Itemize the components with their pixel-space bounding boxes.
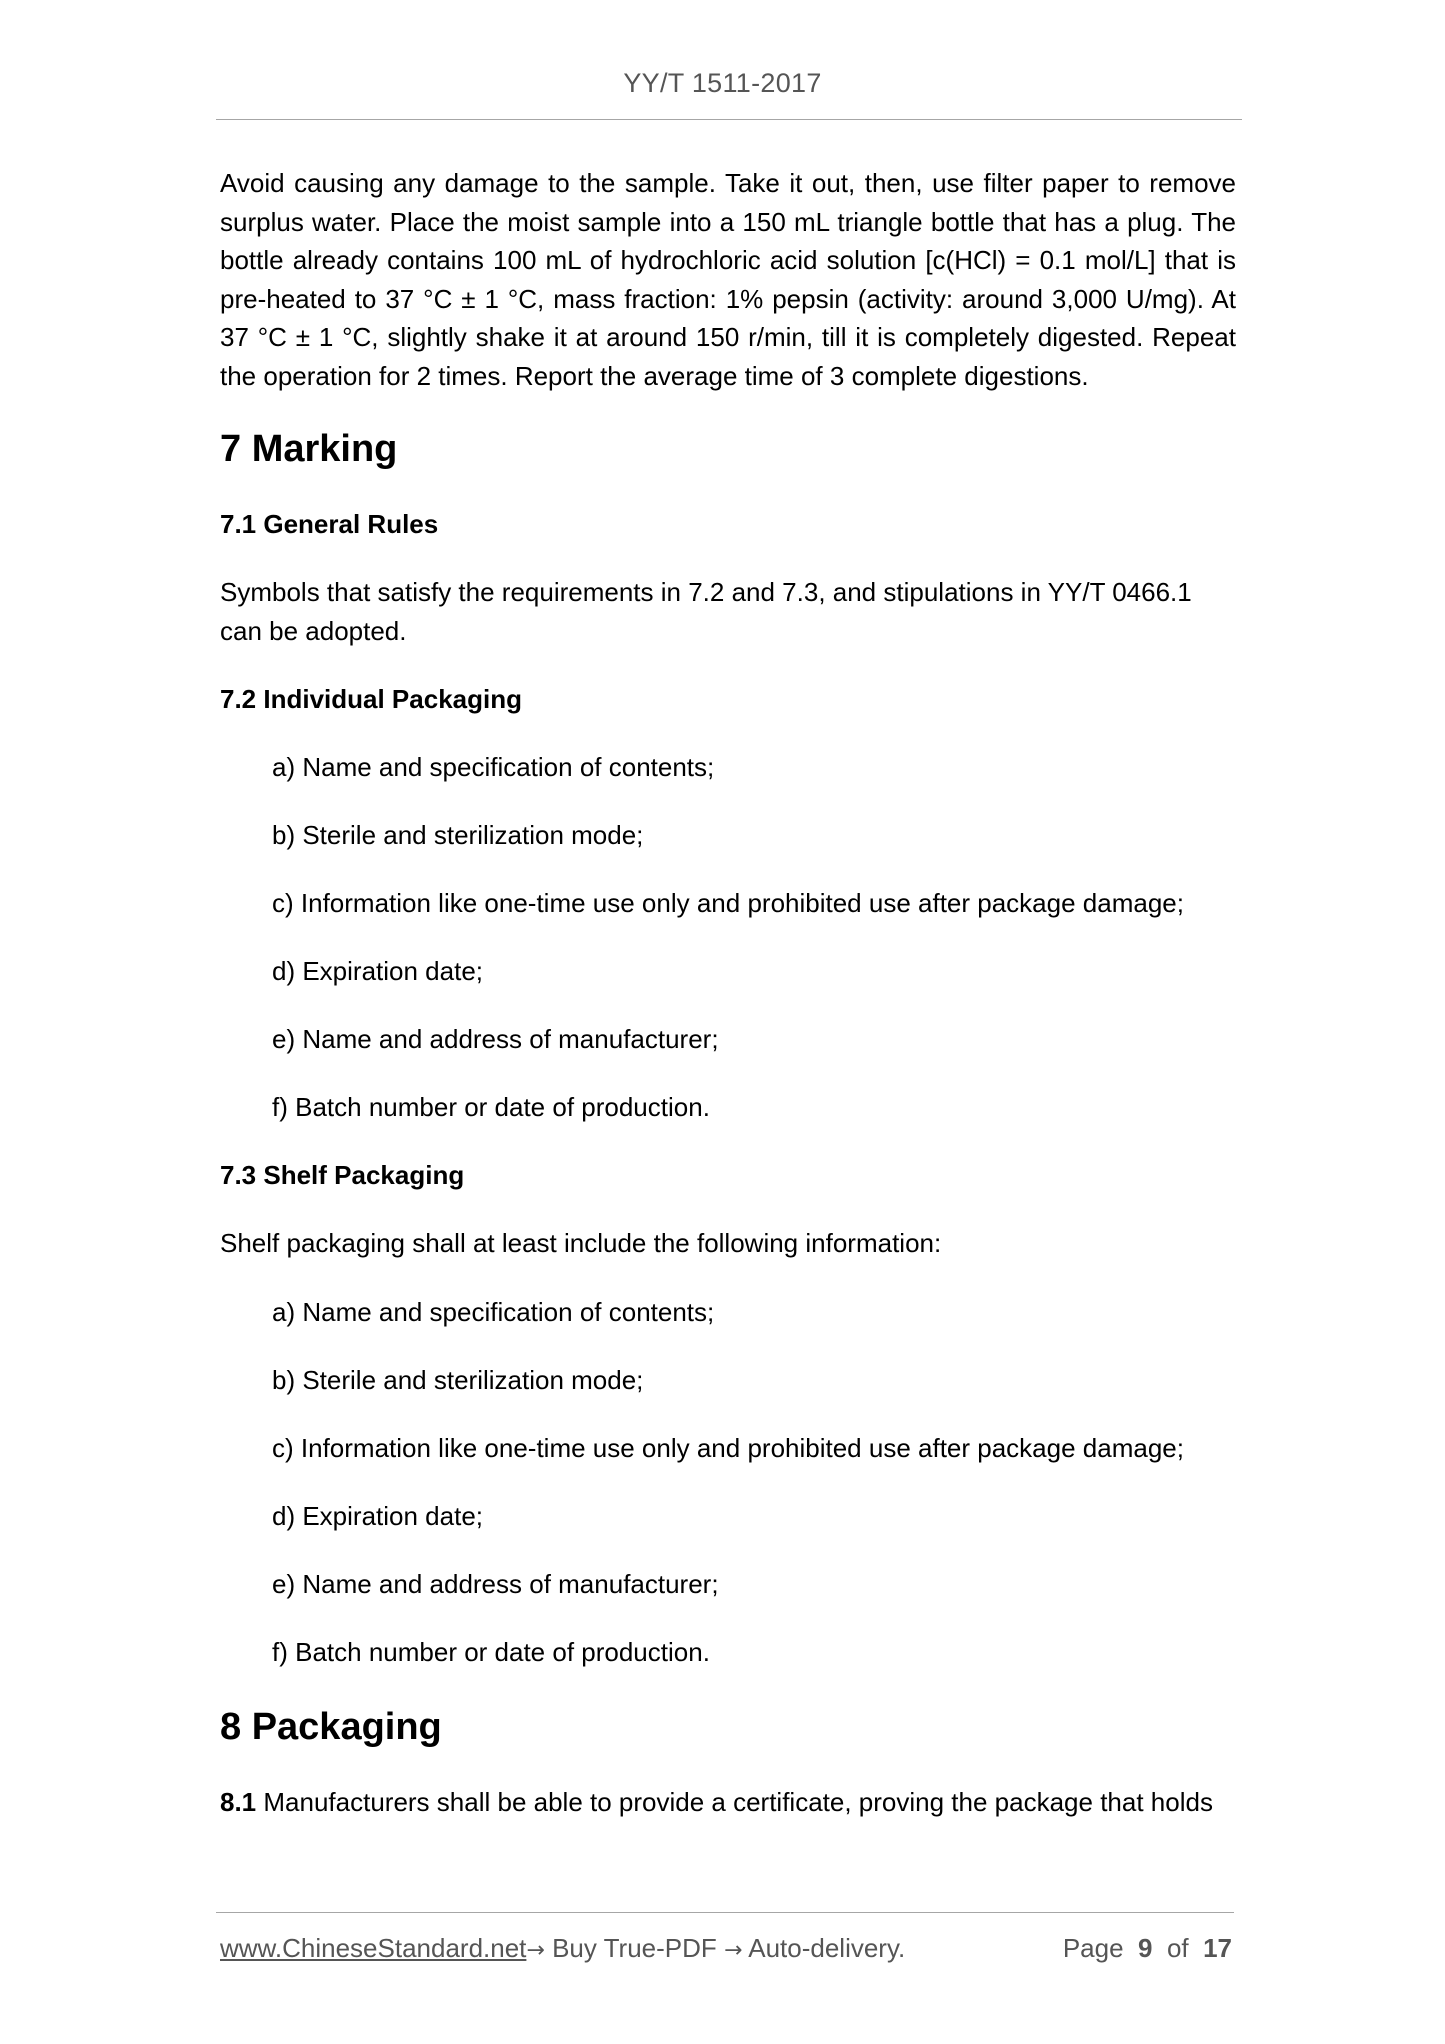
- section-7-3-heading: 7.3 Shelf Packaging: [220, 1160, 465, 1190]
- section-7-3-text: Shelf packaging shall at least include the following information:: [220, 1228, 942, 1258]
- header-divider: [216, 119, 1242, 120]
- section-7-1-text: Symbols that satisfy the requirements in 7.2 and 7.3, and stipulations in YY/T 0466.1 can be adopted.: [220, 577, 1192, 646]
- section-7-3-item-e: e) Name and address of manufacturer;: [272, 1568, 719, 1599]
- header-title: YY/T 1511-2017: [623, 68, 822, 98]
- section-7-3-item-a: a) Name and specification of contents;: [272, 1296, 715, 1327]
- footer-divider: [216, 1912, 1234, 1913]
- section-7-3-item-f: f) Batch number or date of production.: [272, 1636, 710, 1667]
- section-8-1-paragraph: [220, 1783, 1236, 1822]
- section-7-2-item-b: b) Sterile and sterilization mode;: [272, 820, 644, 850]
- footer-delivery-text: Auto-delivery.: [742, 1933, 906, 1963]
- section-7-2-item-c: c) Information like one-time use only and prohibited use after package damage;: [272, 888, 1184, 918]
- main-content: [220, 164, 1236, 1821]
- page-number: [1063, 1930, 1232, 1966]
- page-label: Page: [1062, 1933, 1124, 1963]
- section-7-2-item-d: d) Expiration date;: [272, 956, 484, 986]
- page-of: of: [1166, 1933, 1189, 1963]
- page-footer: [220, 1930, 1232, 1969]
- footer-buy-text: Buy True-PDF: [544, 1933, 724, 1963]
- section-8-heading: 8 Packaging: [220, 1705, 442, 1748]
- section-7-heading: 7 Marking: [220, 428, 398, 470]
- section-7-2-heading: 7.2 Individual Packaging: [220, 684, 522, 714]
- page-current: 9: [1138, 1933, 1153, 1963]
- clause-text: Manufacturers shall be able to provide a certificate, proving the package that holds: [256, 1786, 1213, 1817]
- arrow-right-icon: →: [526, 1938, 545, 1963]
- section-7-3-item-c: c) Information like one-time use only and prohibited use after package damage;: [272, 1432, 1184, 1463]
- website-link[interactable]: www.ChineseStandard.net: [220, 1933, 527, 1963]
- section-7-1-heading: 7.1 General Rules: [220, 509, 439, 539]
- section-7-3-item-b: b) Sterile and sterilization mode;: [272, 1364, 644, 1395]
- page-total: 17: [1203, 1933, 1232, 1963]
- arrow-right-icon: →: [724, 1938, 743, 1963]
- section-7-2-item-e: e) Name and address of manufacturer;: [272, 1024, 719, 1054]
- clause-number: 8.1: [220, 1786, 257, 1817]
- section-7-2-item-a: a) Name and specification of contents;: [272, 752, 715, 782]
- section-7-2-item-f: f) Batch number or date of production.: [272, 1092, 710, 1122]
- intro-paragraph: Avoid causing any damage to the sample. Take it out, then, use filter paper to remove surplus water. Place the moist sample into a 150 mL triangle bottle that has a plug. The bottle already contains 100 mL of hydrochloric acid solution [c(HCl) = 0.1 mol/L] that is pre-heated to 37 °C ± 1 °C, mass fraction: 1% pepsin (activity: around 3,000 U/mg). At 37 °C ± 1 °C, slightly shake it at around 150 r/min, till it is completely digested. Repeat the operation for 2 times. Report the average time of 3 complete digestions.: [220, 168, 1236, 391]
- section-7-3-item-d: d) Expiration date;: [272, 1500, 484, 1531]
